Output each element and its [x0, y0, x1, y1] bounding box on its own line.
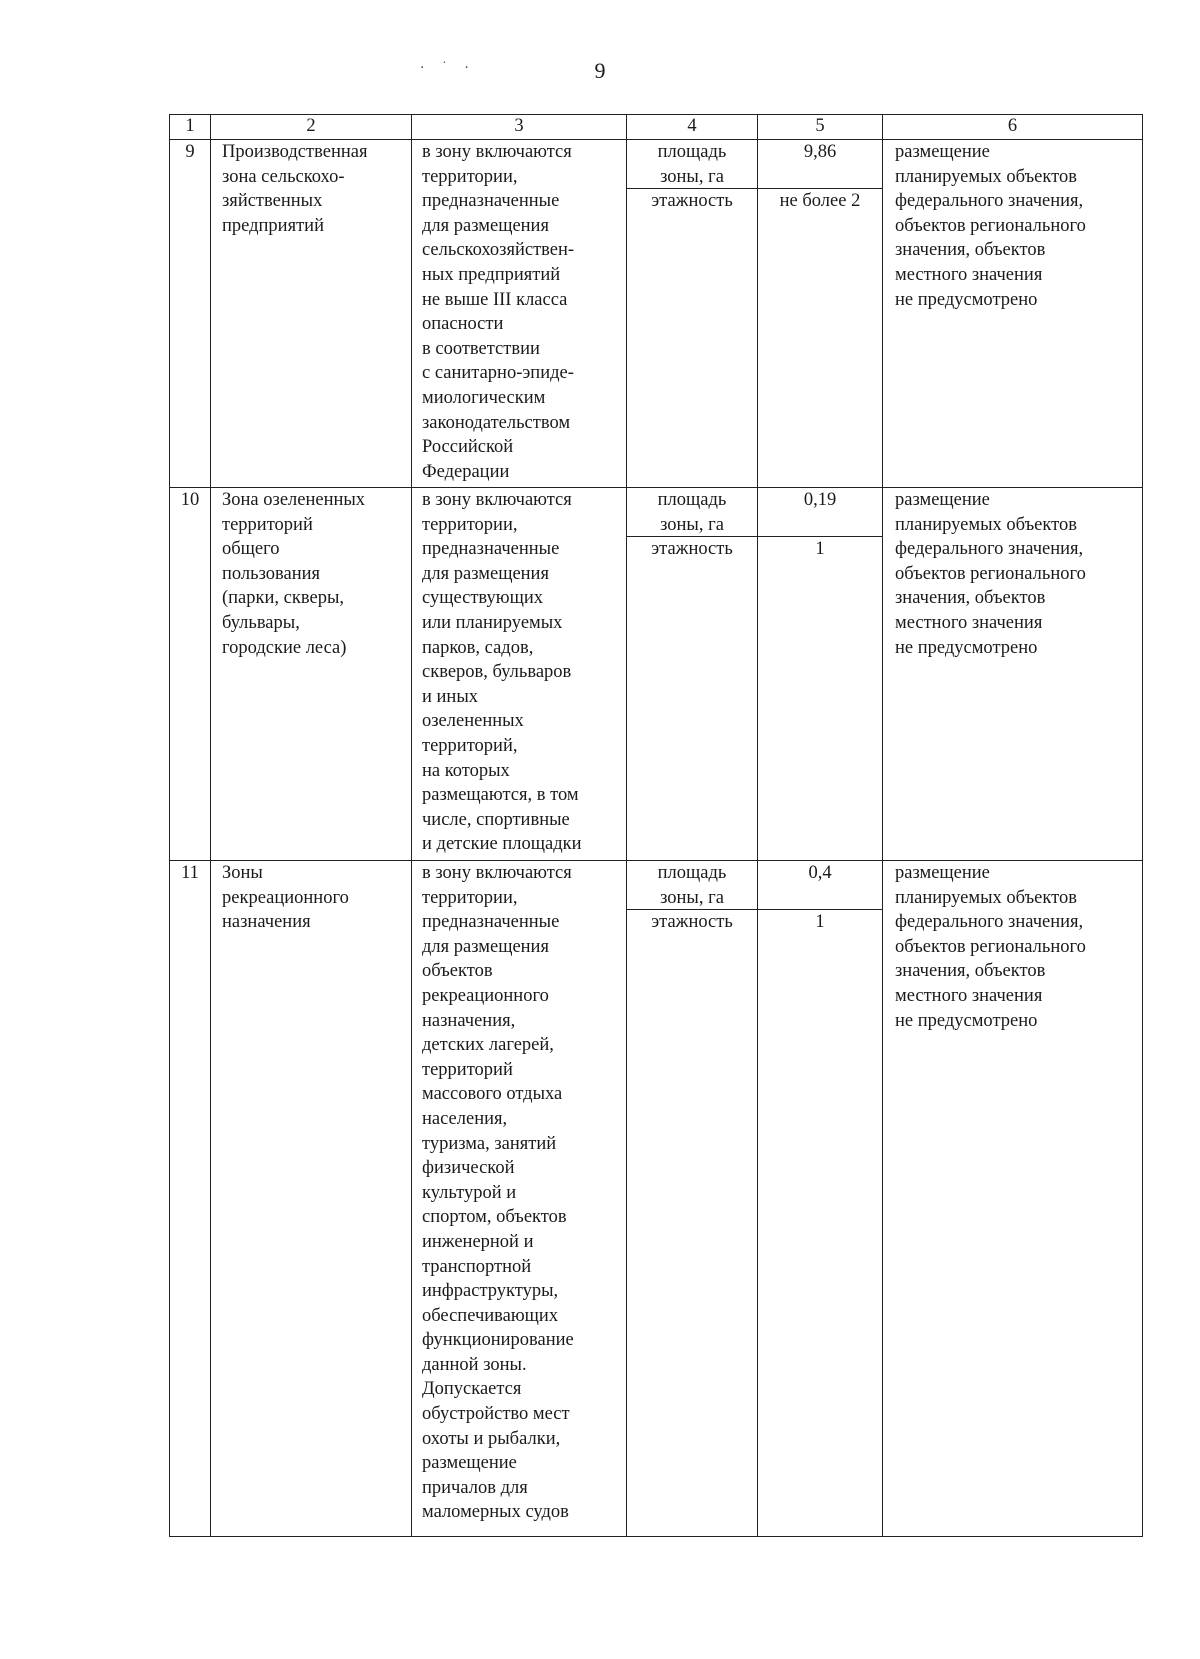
- column-header: 3: [412, 115, 627, 140]
- column-header: 6: [883, 115, 1143, 140]
- floors-value: 1: [815, 539, 825, 559]
- page-number: 9: [594, 58, 606, 83]
- column-header: 5: [758, 115, 883, 140]
- zone-name: Зоны рекреационного назначения: [211, 861, 412, 1537]
- row-number: 9: [170, 140, 211, 488]
- zone-description: в зону включаются территории, предназначенные для размещения сельскохозяйствен- ных предприятий не выше III класса опасности в соответствии с санитарно-эпиде- миологическим законодательством Российской Федерации: [412, 140, 627, 488]
- area-label: площадь зоны, га: [627, 861, 757, 910]
- indicator-values: [758, 140, 883, 488]
- zones-table: [169, 114, 1143, 1537]
- indicator-values: [758, 488, 883, 861]
- row-number: 10: [170, 488, 211, 861]
- area-value: 0,4: [758, 861, 882, 910]
- table-row: [170, 861, 1143, 1537]
- area-label: площадь зоны, га: [627, 140, 757, 189]
- area-label: площадь зоны, га: [627, 488, 757, 537]
- floors-label: этажность: [651, 539, 733, 559]
- indicator-labels: [627, 861, 758, 1537]
- zone-name: Зона озелененных территорий общего пользования (парки, скверы, бульвары, городские леса): [211, 488, 412, 861]
- area-value: 9,86: [758, 140, 882, 189]
- indicator-values: [758, 861, 883, 1537]
- table-row: [170, 488, 1143, 861]
- zone-description: в зону включаются территории, предназначенные для размещения объектов рекреационного назначения, детских лагерей, территорий массового отдыха населения, туризма, занятий физической культурой и спортом, объектов инженерной и транспортной инфраструктуры, обеспечивающих функционирование данной зоны. Допускается обустройство мест охоты и рыбалки, размещение причалов для маломерных судов: [412, 861, 627, 1537]
- scan-marks: · ˙ ·: [420, 60, 475, 76]
- zone-description: в зону включаются территории, предназначенные для размещения существующих или планируемых парков, садов, скверов, бульваров и иных озелененных территорий, на которых размещаются, в том числе, спортивные и детские площадки: [412, 488, 627, 861]
- table-row: [170, 140, 1143, 488]
- floors-label: этажность: [651, 191, 733, 211]
- floors-label: этажность: [651, 912, 733, 932]
- zone-note: размещение планируемых объектов федерального значения, объектов регионального значения, объектов местного значения не предусмотрено: [883, 488, 1143, 861]
- indicator-labels: [627, 488, 758, 861]
- area-value: 0,19: [758, 488, 882, 537]
- zone-name: Производственная зона сельскохо- зяйственных предприятий: [211, 140, 412, 488]
- floors-value: не более 2: [779, 191, 861, 211]
- column-header: 2: [211, 115, 412, 140]
- row-number: 11: [170, 861, 211, 1537]
- indicator-labels: [627, 140, 758, 488]
- floors-value: 1: [815, 912, 825, 932]
- table-header-row: [170, 115, 1143, 140]
- column-header: 1: [170, 115, 211, 140]
- zone-note: размещение планируемых объектов федерального значения, объектов регионального значения, объектов местного значения не предусмотрено: [883, 140, 1143, 488]
- zone-note: размещение планируемых объектов федерального значения, объектов регионального значения, объектов местного значения не предусмотрено: [883, 861, 1143, 1537]
- column-header: 4: [627, 115, 758, 140]
